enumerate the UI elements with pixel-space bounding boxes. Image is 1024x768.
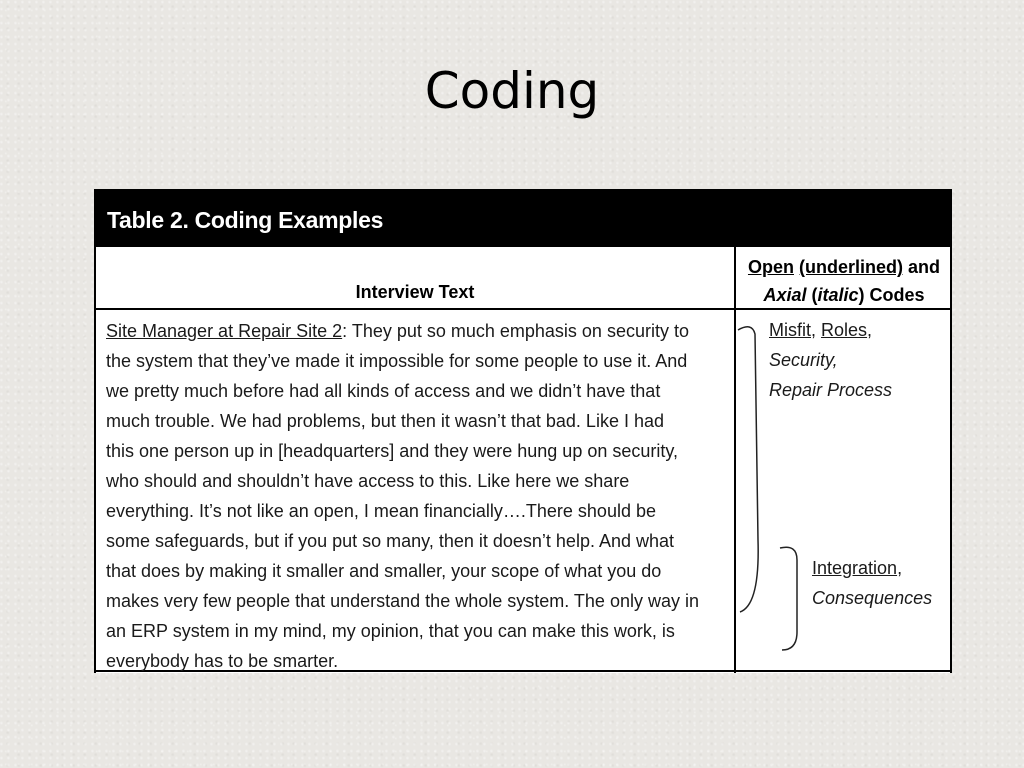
codes-group-2 bbox=[812, 553, 932, 613]
interview-line: that does by making it smaller and smaller, your scope of what you do bbox=[106, 561, 662, 581]
and-label: and bbox=[903, 257, 941, 277]
axial-label: Axial bbox=[763, 285, 807, 305]
interview-line: everybody has to be smarter. bbox=[106, 651, 339, 671]
code-consequences: Consequences bbox=[812, 588, 933, 608]
code-integration: Integration bbox=[812, 558, 898, 578]
bracket-group1 bbox=[738, 327, 758, 612]
interview-line-text: : They put so much emphasis on security to bbox=[342, 321, 689, 341]
code-security: Security, bbox=[769, 350, 838, 370]
interview-line: this one person up in [headquarters] and they were hung up on security, bbox=[106, 441, 679, 461]
codes-header-line2: Axial (italic) Codes bbox=[763, 285, 925, 305]
table-caption: Table 2. Coding Examples bbox=[107, 207, 384, 233]
underlined-label: (underlined) bbox=[799, 257, 903, 277]
code-misfit: Misfit bbox=[769, 320, 811, 340]
code-trailing-comma: , bbox=[867, 320, 873, 340]
codes-group-1 bbox=[769, 315, 892, 405]
code-repair-process: Repair Process bbox=[769, 380, 893, 400]
open-code-line-2 bbox=[812, 553, 932, 583]
bracket-group2 bbox=[780, 547, 797, 650]
interview-line: an ERP system in my mind, my opinion, that you can make this work, is bbox=[106, 621, 675, 641]
code-roles: Roles bbox=[821, 320, 868, 340]
interview-line: makes very few people that understand the whole system. The only way in bbox=[106, 591, 699, 611]
code-separator: , bbox=[811, 320, 822, 340]
interview-line: some safeguards, but if you put so many, then it doesn’t help. And what bbox=[106, 531, 675, 551]
interview-line: we pretty much before had all kinds of access and we didn’t have that bbox=[106, 381, 661, 401]
interview-line: everything. It’s not like an open, I mean financially….There should be bbox=[106, 501, 656, 521]
interview-line: who should and shouldn’t have access to this. Like here we share bbox=[106, 471, 630, 491]
column-header-interview-text: Interview Text bbox=[355, 282, 475, 302]
speaker-label: Site Manager at Repair Site 2 bbox=[106, 321, 343, 341]
code-trailing-comma-2: , bbox=[897, 558, 903, 578]
open-label: Open bbox=[747, 257, 794, 277]
italic-label: italic bbox=[817, 285, 859, 305]
codes-label: Codes bbox=[864, 285, 925, 305]
slide-title: Coding bbox=[424, 62, 600, 120]
interview-line: the system that they’ve made it impossible for some people to use it. And bbox=[106, 351, 688, 371]
interview-line: much trouble. We had problems, but then it wasn’t that bad. Like I had bbox=[106, 411, 664, 431]
open-codes-line bbox=[769, 315, 892, 345]
